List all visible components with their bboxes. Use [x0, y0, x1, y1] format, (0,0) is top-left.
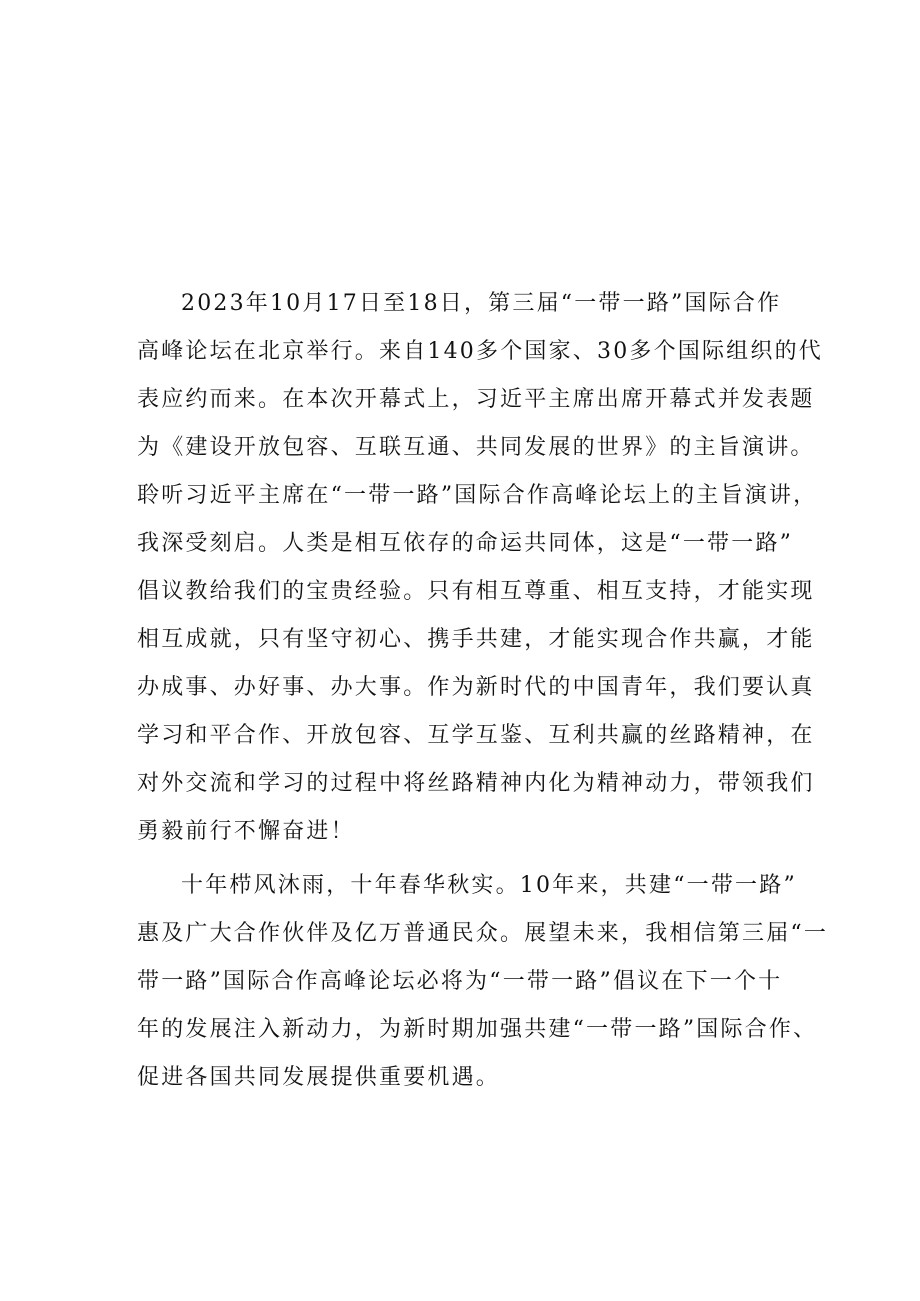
paragraph-2: [137, 862, 829, 1102]
paragraph-line: 为《建设开放包容、互联互通、共同发展的世界》的主旨演讲。: [137, 435, 815, 460]
paragraph-line: 惠及广大合作伙伴及亿万普通民众。展望未来，我相信第三届“一: [137, 921, 829, 946]
paragraph-line: 带一路”国际合作高峰论坛必将为“一带一路”倡议在下一个十: [137, 969, 783, 994]
paragraph-1: [137, 280, 823, 856]
paragraph-line: 聆听习近平主席在“一带一路”国际合作高峰论坛上的主旨演讲，: [137, 483, 818, 508]
paragraph-line: 2023年10月17日至18日，第三届“一带一路”国际合作: [181, 291, 782, 316]
paragraph-line: 表应约而来。在本次开幕式上，习近平主席出席开幕式并发表题: [137, 387, 815, 412]
paragraph-line: 我深受刻启。人类是相互依存的命运共同体，这是“一带一路”: [137, 531, 794, 556]
paragraph-line: 高峰论坛在北京举行。来自140多个国家、30多个国际组织的代: [137, 339, 823, 364]
paragraph-line: 十年栉风沐雨，十年春华秋实。10年来，共建“一带一路”: [181, 873, 797, 898]
paragraph-line: 对外交流和学习的过程中将丝路精神内化为精神动力，带领我们: [137, 771, 815, 796]
paragraph-line: 相互成就，只有坚守初心、携手共建，才能实现合作共赢，才能: [137, 627, 815, 652]
paragraph-line: 年的发展注入新动力，为新时期加强共建“一带一路”国际合作、: [137, 1017, 818, 1042]
paragraph-line: 勇毅前行不懈奋进！: [137, 819, 355, 844]
paragraph-line: 学习和平合作、开放包容、互学互鉴、互利共赢的丝路精神，在: [137, 723, 815, 748]
paragraph-line: 倡议教给我们的宝贵经验。只有相互尊重、相互支持，才能实现: [137, 579, 815, 604]
paragraph-line: 办成事、办好事、办大事。作为新时代的中国青年，我们要认真: [137, 675, 815, 700]
paragraph-line: 促进各国共同发展提供重要机遇。: [137, 1065, 501, 1090]
